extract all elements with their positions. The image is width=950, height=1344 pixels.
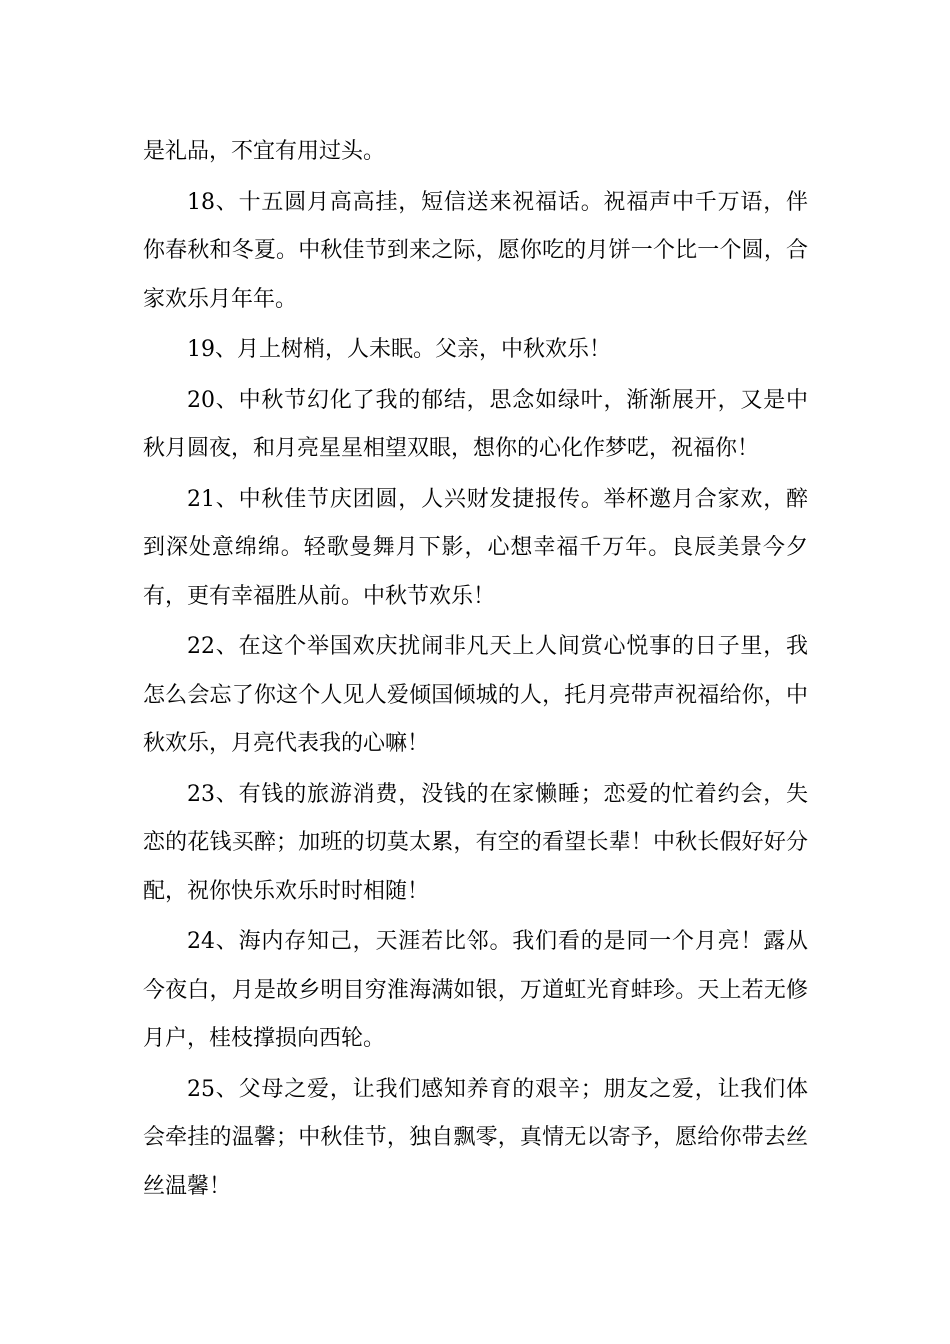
paragraph-23: 23、有钱的旅游消费，没钱的在家懒睡；恋爱的忙着约会，失恋的花钱买醉；加班的切莫太累，有空的看望长辈！中秋长假好好分配，祝你快乐欢乐时时相随！ — [143, 781, 808, 904]
paragraph-19: 19、月上树梢，人未眠。父亲，中秋欢乐！ — [187, 337, 611, 362]
paragraph-continuation: 是礼品，不宜有用过头。 — [143, 139, 386, 164]
paragraph-22: 22、在这个举国欢庆扰闹非凡天上人间赏心悦事的日子里，我怎么会忘了你这个人见人爱倾国倾城的人，托月亮带声祝福给你，中秋欢乐，月亮代表我的心嘛！ — [143, 634, 808, 756]
paragraph-18: 18、十五圆月高高挂，短信送来祝福话。祝福声中千万语，伴你春秋和冬夏。中秋佳节到来之际，愿你吃的月饼一个比一个圆，合家欢乐月年年。 — [143, 189, 808, 312]
paragraph-21: 21、中秋佳节庆团圆，人兴财发捷报传。举杯邀月合家欢，醉到深处意绵绵。轻歌曼舞月下影，心想幸福千万年。良辰美景今夕有，更有幸福胜从前。中秋节欢乐！ — [143, 486, 808, 609]
paragraph-24: 24、海内存知己，天涯若比邻。我们看的是同一个月亮！露从今夜白，月是故乡明目穷淮海满如银，万道虹光育蚌珍。天上若无修月户，桂枝撑损向西轮。 — [143, 929, 808, 1051]
paragraph-25: 25、父母之爱，让我们感知养育的艰辛；朋友之爱，让我们体会牵挂的温馨；中秋佳节，独自飘零，真情无以寄予，愿给你带去丝丝温馨！ — [143, 1076, 808, 1199]
paragraph-20: 20、中秋节幻化了我的郁结，思念如绿叶，渐渐展开，又是中秋月圆夜，和月亮星星相望双眼，想你的心化作梦呓，祝福你！ — [143, 387, 808, 461]
document-body — [143, 128, 808, 1213]
